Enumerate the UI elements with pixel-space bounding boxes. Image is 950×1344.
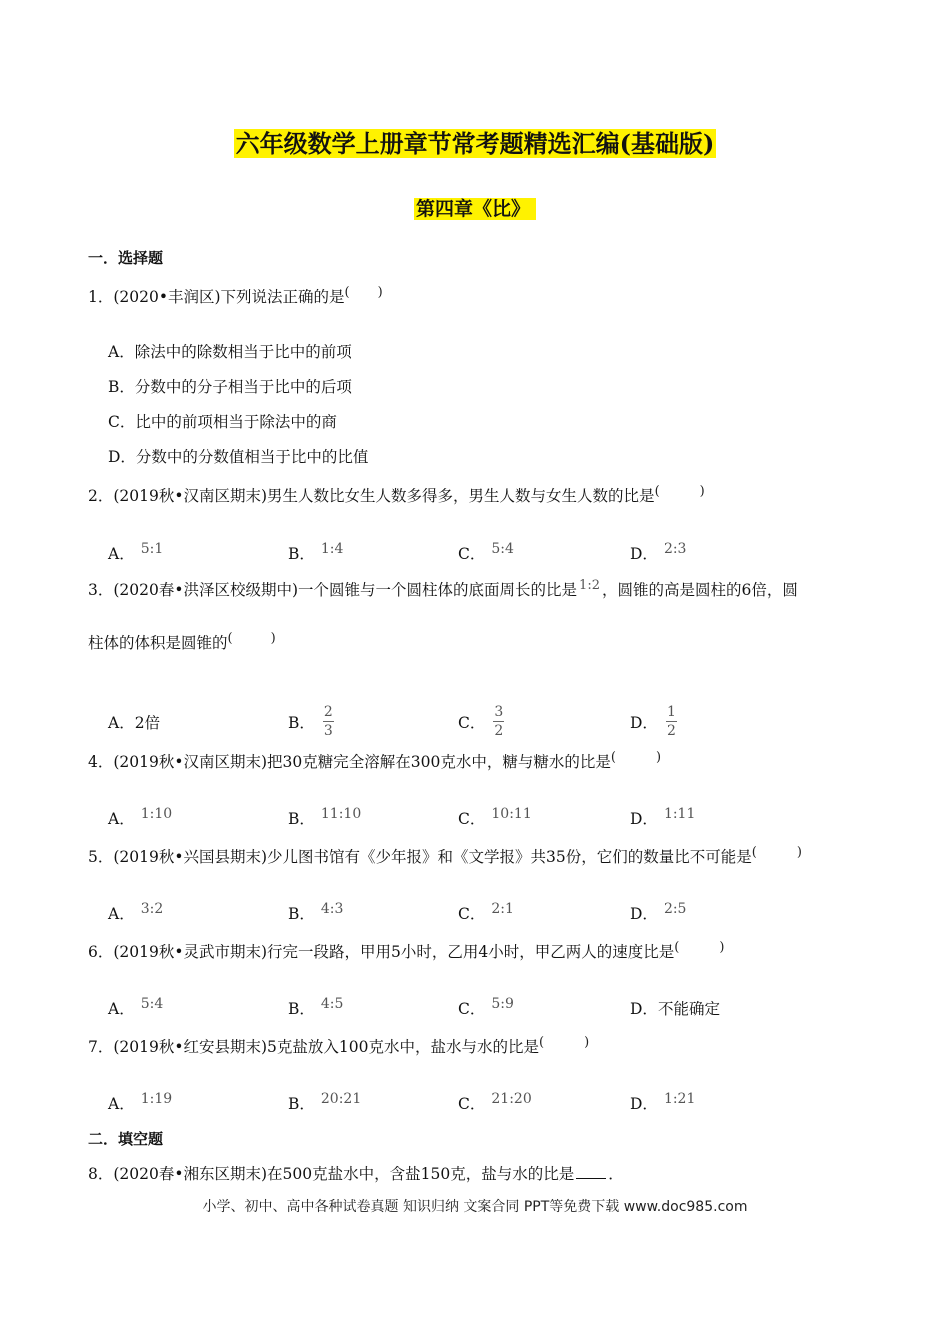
- question-1-option-a: A．除法中的除数相当于比中的前项: [108, 343, 352, 361]
- question-7-option-b: B． 20:21: [288, 1091, 362, 1113]
- section-heading-choice: 一．选择题: [88, 249, 164, 267]
- question-6-option-b: B． 4:5: [288, 996, 344, 1018]
- question-3-ratio: 1:2: [579, 578, 600, 593]
- question-3-line2: 柱体的体积是圆锥的( ): [88, 631, 276, 652]
- chapter-title: [0, 194, 950, 221]
- question-1-option-c: C．比中的前项相当于除法中的商: [108, 413, 337, 431]
- question-3-option-b: B． $\frac{2}{3}$: [288, 704, 333, 739]
- question-2-option-a: A． 5:1: [108, 541, 164, 563]
- question-1-stem: 1．(2020•丰润区)下列说法正确的是: [88, 288, 345, 306]
- question-1-option-b: B．分数中的分子相当于比中的后项: [108, 378, 352, 396]
- question-5-stem: 5．(2019秋•兴国县期末)少儿图书馆有《少年报》和《文学报》共35份，它们的数量比不可能是: [88, 848, 752, 866]
- answer-paren-close: ): [655, 750, 662, 765]
- question-3-option-c: C． $\frac{3}{2}$: [458, 704, 504, 739]
- page-footer: 小学、初中、高中各种试卷真题 知识归纳 文案合同 PPT等免费下载 www.doc985.com: [202, 1199, 748, 1215]
- question-2-option-b: B． 1:4: [288, 541, 344, 563]
- document-title-text: 六年级数学上册章节常考题精选汇编(基础版): [235, 129, 715, 158]
- question-5: [88, 845, 802, 867]
- answer-paren-open: (: [610, 750, 616, 765]
- question-8-stem: 8．(2020春•湘东区期末)在500克盐水中，含盐150克，盐与水的比是: [88, 1165, 575, 1183]
- question-1: [88, 285, 383, 307]
- answer-paren-close: ): [584, 1035, 590, 1050]
- fraction: $\frac{1}{2}$: [666, 704, 676, 739]
- question-6-option-c: C． 5:9: [458, 996, 514, 1018]
- question-5-option-a: A． 3:2: [108, 901, 164, 923]
- question-3: 3．(2020春•洪泽区校级期中)一个圆锥与一个圆柱体的底面周长的比是 $^{1:2}$ ，圆锥的高是圆柱的6倍，圆: [88, 578, 798, 599]
- question-5-option-d: D． 2:5: [630, 901, 687, 923]
- question-4-stem: 4．(2019秋•汉南区期末)把30克糖完全溶解在300克水中，糖与糖水的比是: [88, 753, 611, 771]
- answer-paren-open: (: [344, 285, 350, 300]
- answer-paren-open: (: [674, 940, 680, 955]
- question-2-option-d: D． 2:3: [630, 541, 687, 563]
- question-3-option-a: A．2倍: [108, 714, 161, 732]
- answer-blank[interactable]: [576, 1178, 606, 1179]
- question-6-option-a: A． 5:4: [108, 996, 164, 1018]
- section-heading-fill: 二．填空题: [88, 1130, 164, 1148]
- question-4-option-a: A． 1:10: [108, 806, 173, 828]
- question-4-option-d: D． 1:11: [630, 806, 696, 828]
- answer-paren-close: ): [699, 484, 705, 499]
- question-4: [88, 750, 661, 772]
- question-7-option-d: D． 1:21: [630, 1091, 696, 1113]
- question-4-option-c: C． 10:11: [458, 806, 532, 828]
- question-5-option-c: C． 2:1: [458, 901, 514, 923]
- question-7-stem: 7．(2019秋•红安县期末)5克盐放入100克水中，盐水与水的比是: [88, 1038, 539, 1056]
- answer-paren-open: (: [227, 631, 233, 646]
- question-2-option-c: C． 5:4: [458, 541, 514, 563]
- question-7-option-c: C． 21:20: [458, 1091, 532, 1113]
- question-2: [88, 484, 705, 506]
- question-8: 8．(2020春•湘东区期末)在500克盐水中，含盐150克，盐与水的比是 ．: [88, 1165, 624, 1183]
- question-6-stem: 6．(2019秋•灵武市期末)行完一段路，甲用5小时，乙用4小时，甲乙两人的速度比是: [88, 943, 675, 961]
- question-1-option-d: D．分数中的分数值相当于比中的比值: [108, 448, 369, 466]
- answer-paren-open: (: [751, 845, 757, 860]
- question-7-option-a: A． 1:19: [108, 1091, 173, 1113]
- question-6: [88, 940, 724, 962]
- question-7: [88, 1035, 589, 1057]
- question-6-option-d: D．不能确定: [630, 1000, 720, 1018]
- question-5-option-b: B． 4:3: [288, 901, 344, 923]
- question-4-option-b: B． 11:10: [288, 806, 362, 828]
- answer-paren-open: (: [654, 484, 660, 499]
- question-2-stem: 2．(2019秋•汉南区期末)男生人数比女生人数多得多，男生人数与女生人数的比是: [88, 487, 655, 505]
- answer-paren-close: ): [719, 940, 725, 955]
- answer-paren-close: ): [270, 631, 276, 646]
- answer-paren-close: ): [377, 285, 383, 300]
- answer-paren-close: ): [796, 845, 802, 860]
- chapter-title-text: 第四章《比》: [414, 198, 536, 220]
- answer-paren-open: (: [539, 1035, 545, 1050]
- document-title: [0, 124, 950, 159]
- question-3-option-d: D． $\frac{1}{2}$: [630, 704, 676, 739]
- fraction: $\frac{2}{3}$: [323, 704, 333, 739]
- fraction: $\frac{3}{2}$: [494, 704, 504, 739]
